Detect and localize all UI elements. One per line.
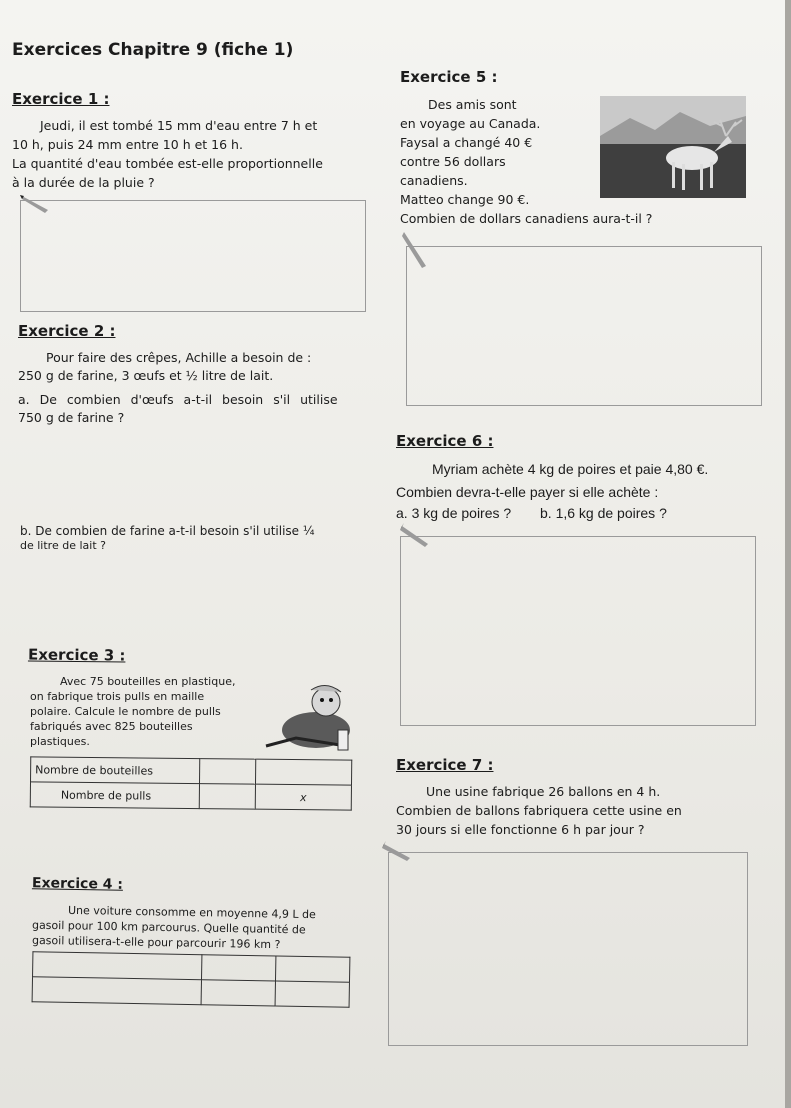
ex5-heading: Exercice 5 : [400,68,498,86]
ex5-line: Combien de dollars canadiens aura-t-il ? [400,211,653,226]
ex5-line: en voyage au Canada. [400,116,541,131]
ex6-answer-box[interactable] [400,536,756,726]
ex4-line: Une voiture consomme en moyenne 4,9 L de [67,903,316,922]
ex6-line: Combien devra-t-elle payer si elle achète : [396,484,659,500]
ex7-line: 30 jours si elle fonctionne 6 h par jour ? [396,822,645,837]
ex7-answer-box[interactable] [388,852,748,1046]
ex4-line: gasoil pour 100 km parcourus. Quelle quantité de [31,918,306,937]
ex2-question-b: b. De combien de farine a-t-il besoin s'il utilise ¼ [20,524,315,538]
ex6-heading: Exercice 6 : [396,432,494,450]
ex5-line: Des amis sont [428,97,517,112]
ex5-line: Matteo change 90 €. [400,192,530,207]
caribou-photo [600,96,746,198]
sheep-knitting-illustration [256,680,356,756]
table-cell[interactable] [33,952,202,980]
ex7-line: Une usine fabrique 26 ballons en 4 h. [426,784,661,799]
ex3-line: fabriqués avec 825 bouteilles [30,720,193,733]
ex7-line: Combien de ballons fabriquera cette usine en [396,803,682,818]
table-cell[interactable] [201,955,275,981]
table-cell[interactable] [275,981,349,1007]
ex7-heading: Exercice 7 : [396,756,494,774]
ex1-heading: Exercice 1 : [12,90,110,108]
ex3-heading: Exercice 3 : [27,645,126,665]
ex6-question-a: a. 3 kg de poires ? [396,505,512,521]
ex5-line: contre 56 dollars [400,154,506,169]
ex3-table [30,756,353,810]
ex6-line: Myriam achète 4 kg de poires et paie 4,80 €. [432,461,709,477]
ex3-line: Avec 75 bouteilles en plastique, [60,675,236,688]
table-cell[interactable] [255,759,351,785]
table-cell[interactable] [199,784,255,810]
ex5-answer-box[interactable] [406,246,762,406]
ex4-heading: Exercice 4 : [31,875,124,893]
ex6-question-b: b. 1,6 kg de poires ? [540,505,667,521]
ex1-line: à la durée de la pluie ? [12,175,155,190]
table-cell[interactable] [32,977,201,1005]
ex3-row-label: Nombre de bouteilles [31,757,200,784]
ex5-line: canadiens. [400,173,468,188]
ex1-line: Jeudi, il est tombé 15 mm d'eau entre 7 h et [40,118,318,133]
ex3-line: on fabrique trois pulls en maille [30,690,205,703]
page-edge [785,0,791,1108]
ex3-line: polaire. Calcule le nombre de pulls [30,705,221,718]
ex1-line: La quantité d'eau tombée est-elle proportionnelle [12,156,323,171]
table-cell[interactable] [275,956,349,982]
ex3-row-label: Nombre de pulls [30,782,199,809]
ex2-heading: Exercice 2 : [18,322,116,340]
table-cell[interactable] [201,980,275,1006]
table-cell[interactable] [199,759,255,785]
ex1-answer-box[interactable] [20,200,366,312]
ex2-intro: Pour faire des crêpes, Achille a besoin de : [46,350,312,365]
unknown-x: x [255,784,351,810]
ex2-question-b: de litre de lait ? [20,539,106,552]
ex4-line: gasoil utilisera-t-elle pour parcourir 196 km ? [31,933,281,952]
ex2-intro: 250 g de farine, 3 œufs et ½ litre de lait. [18,368,274,383]
page-title: Exercices Chapitre 9 (fiche 1) [12,40,294,60]
ex1-line: 10 h, puis 24 mm entre 10 h et 16 h. [12,137,243,152]
ex3-line: plastiques. [30,735,90,748]
ex5-line: Faysal a changé 40 € [400,135,533,150]
ex4-table [32,951,351,1008]
ex2-question-a: a. De combien d'œufs a-t-il besoin s'il utilise [18,392,338,407]
ex2-question-a: 750 g de farine ? [18,410,125,425]
